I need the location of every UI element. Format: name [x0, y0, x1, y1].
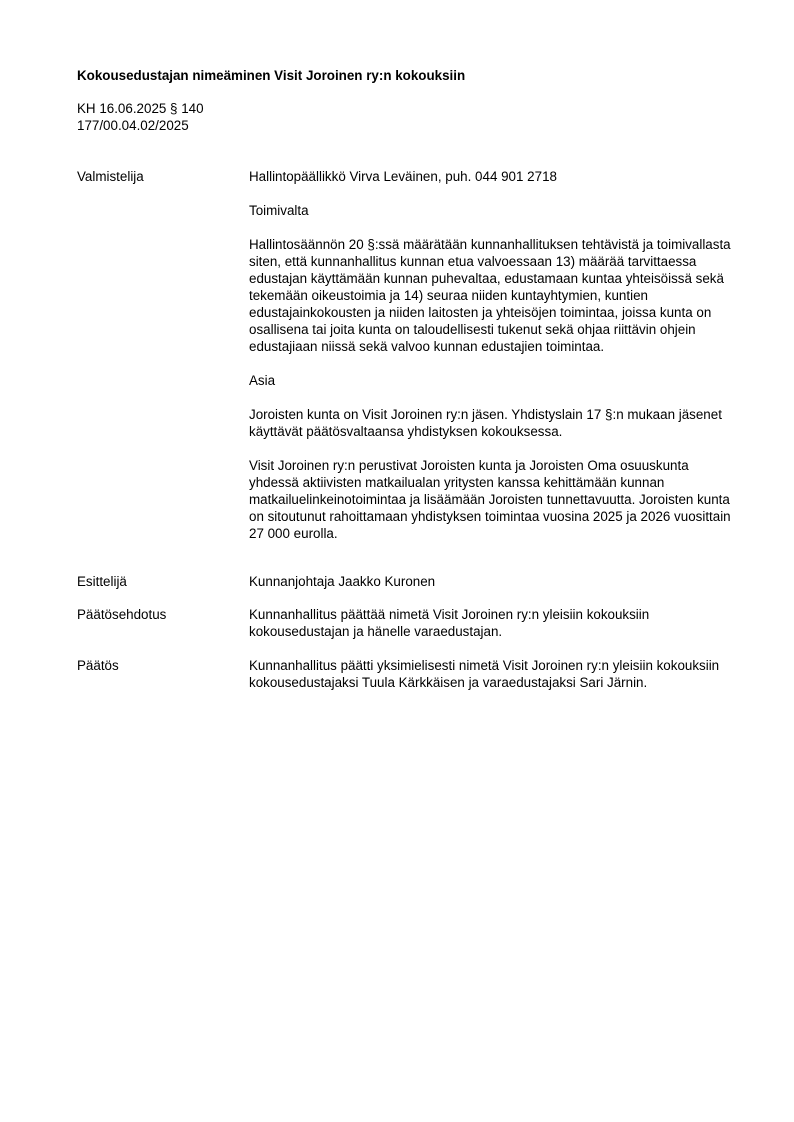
- decision-text: Kunnanhallitus päätti yksimielisesti nimetä Visit Joroinen ry:n yleisiin kokouksiin kokousedustajaksi Tuula Kärkkäisen ja varaedustajaksi Sari Järnin.: [249, 658, 720, 690]
- document-title: Kokousedustajan nimeäminen Visit Joroinen ry:n kokouksiin: [77, 68, 466, 83]
- section-content: [249, 606, 741, 640]
- preparer-text: Hallintopäällikkö Virva Leväinen, puh. 044 901 2718: [249, 169, 557, 184]
- asia-paragraph-2: Visit Joroinen ry:n perustivat Joroisten kunta ja Joroisten Oma osuuskunta yhdessä aktiivisten matkailualan yritysten kanssa kehittämään kunnan matkailuelinkeinotoimintaa ja lisäämään Joroisten tunnettavuutta. Joroisten kunta on sitoutunut rahoittamaan yhdistyksen toimintaa vuosina 2025 ja 2026 vuosittain 27 000 eurolla.: [249, 458, 731, 541]
- subheading-toimivalta: Toimivalta: [249, 203, 309, 218]
- section-content: [249, 657, 741, 691]
- meeting-reference: KH 16.06.2025 § 140: [77, 101, 204, 116]
- document-meta: [77, 100, 204, 134]
- asia-paragraph-1: Joroisten kunta on Visit Joroinen ry:n jäsen. Yhdistyslain 17 §:n mukaan jäsenet käyttävät päätösvaltaansa yhdistyksen kokouksessa.: [249, 407, 722, 439]
- presenter-text: Kunnanjohtaja Jaakko Kuronen: [249, 574, 436, 589]
- section-label: Esittelijä: [77, 574, 127, 589]
- proposal-text: Kunnanhallitus päättää nimetä Visit Joroinen ry:n yleisiin kokouksiin kokousedustajan ja hänelle varaedustajan.: [249, 607, 650, 639]
- section-label: Päätösehdotus: [77, 607, 167, 622]
- section-label: Valmistelija: [77, 169, 144, 184]
- section-content: [249, 573, 741, 590]
- toimivalta-paragraph: Hallintosäännön 20 §:ssä määrätään kunnanhallituksen tehtävistä ja toimivallasta siten, että kunnanhallitus kunnan etua valvoessaan 13) määrää tarvittaessa edustajan käyttämään kunnan puhevaltaa, edustamaan kuntaa yhteisöissä sekä tekemään oikeustoimia ja 14) seuraa niiden kuntayhtymien, kuntien edustajainkokousten ja niiden laitosten ja yhteisöjen toimintaa, joissa kunta on osallisena tai joita kunta on taloudellisesti tukenut sekä ohjaa riittävin ohjein edustajiaan niissä sekä valvoo kunnan edustajien toimintaa.: [249, 237, 731, 354]
- record-number: 177/00.04.02/2025: [77, 118, 189, 133]
- subheading-asia: Asia: [249, 373, 276, 388]
- section-label: Päätös: [77, 658, 119, 673]
- section-content: [249, 168, 741, 542]
